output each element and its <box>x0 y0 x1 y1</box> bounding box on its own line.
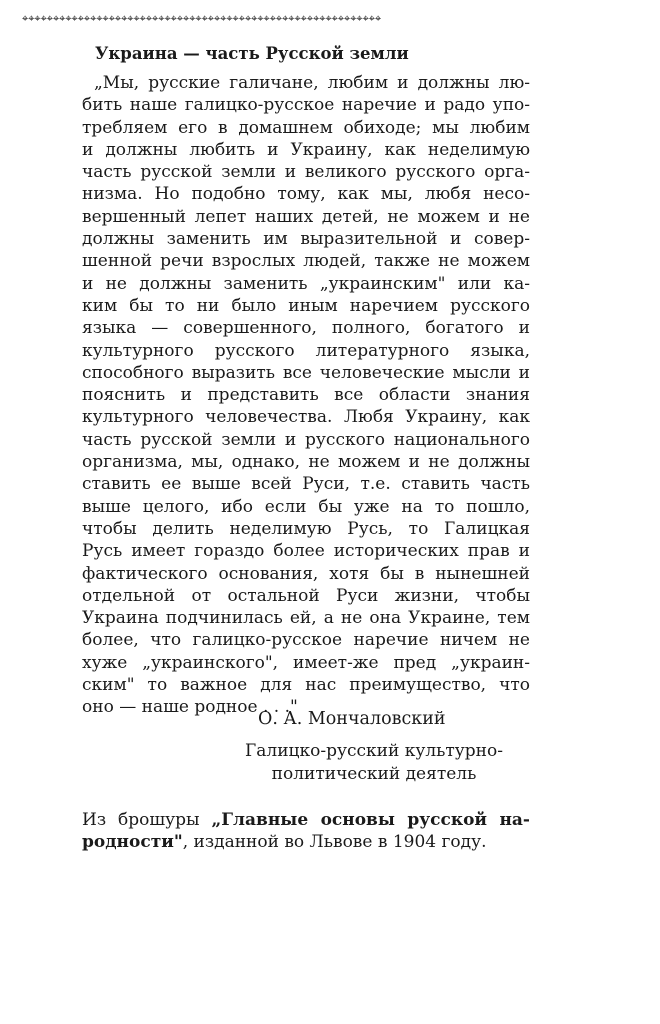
quote-line: часть русской земли и русского национального <box>82 429 530 450</box>
author-role-line: Галицко-русский культурно- <box>245 741 503 761</box>
quote-line: шенной речи взрослых людей, также не можем <box>82 251 530 272</box>
quote-line: чтобы делить неделимую Русь, то Галицкая <box>82 518 530 539</box>
quote-line: пояснить и представить все области знания <box>82 385 530 406</box>
source-citation <box>82 809 530 854</box>
page-title: Украина — часть Русской земли <box>95 44 409 63</box>
source-title: „Главные основы русской на- <box>211 810 530 830</box>
author-name: О. А. Мончаловский <box>258 709 446 729</box>
quote-line: фактического основания, хотя бы в нынешней <box>82 563 530 584</box>
quote-line: хуже „украинского", имеет-же пред „украин- <box>82 652 530 673</box>
quote-line: и должны любить и Украину, как неделимую <box>82 139 530 160</box>
quote-line: ким бы то ни было иным наречием русского <box>82 295 530 316</box>
quote-line: вершенный лепет наших детей, не можем и не <box>82 206 530 227</box>
source-title: родности" <box>82 832 183 853</box>
quote-line: оно — наше родное . . ." <box>82 697 298 718</box>
quote-line: Русь имеет гораздо более исторических прав и <box>82 541 530 562</box>
quote-line: Украина подчинилась ей, а не она Украине, тем <box>82 608 530 629</box>
quote-line: культурного русского литературного языка, <box>82 340 530 361</box>
quote-line: выше целого, ибо если бы уже на то пошло, <box>82 496 530 517</box>
quote-line: требляем его в домашнем обиходе; мы любим <box>82 117 530 138</box>
quote-line: бить наше галицко-русское наречие и радо упо- <box>82 95 530 116</box>
quote-line: „Мы, русские галичане, любим и должны лю- <box>94 73 530 93</box>
quote-line: и не должны заменить „украинским" или ка- <box>82 273 530 294</box>
source-prefix: Из брошуры <box>82 810 212 830</box>
quote-line: отдельной от остальной Руси жизни, чтобы <box>82 585 530 606</box>
quote-line: низма. Но подобно тому, как мы, любя несо- <box>82 184 530 205</box>
author-role-line: политический деятель <box>271 763 477 784</box>
quote-line: должны заменить им выразительной и совер- <box>82 229 530 250</box>
quote-body <box>82 72 530 719</box>
quote-line: организма, мы, однако, не можем и не должны <box>82 452 530 473</box>
author-role <box>218 740 530 785</box>
quote-line: способного выразить все человеческие мысли и <box>82 362 530 383</box>
decorative-border: ⌖⌖⌖⌖⌖⌖⌖⌖⌖⌖⌖⌖⌖⌖⌖⌖⌖⌖⌖⌖⌖⌖⌖⌖⌖⌖⌖⌖⌖⌖⌖⌖⌖⌖⌖⌖⌖⌖⌖⌖⌖⌖⌖⌖⌖⌖⌖⌖⌖⌖⌖⌖⌖⌖⌖⌖⌖⌖ <box>22 12 382 25</box>
quote-line: языка — совершенного, полного, богатого и <box>82 318 530 339</box>
source-line <box>82 809 530 831</box>
source-details: , изданной во Львове в 1904 году. <box>182 832 487 853</box>
source-line <box>82 831 530 853</box>
quote-line: ставить ее выше всей Руси, т.е. ставить часть <box>82 474 530 495</box>
quote-line: культурного человечества. Любя Украину, как <box>82 407 530 428</box>
quote-line: часть русской земли и великого русского орга- <box>82 162 530 183</box>
quote-line: ским" то важное для нас преимущество, что <box>82 675 530 696</box>
quote-line: более, что галицко-русское наречие ничем не <box>82 630 530 651</box>
